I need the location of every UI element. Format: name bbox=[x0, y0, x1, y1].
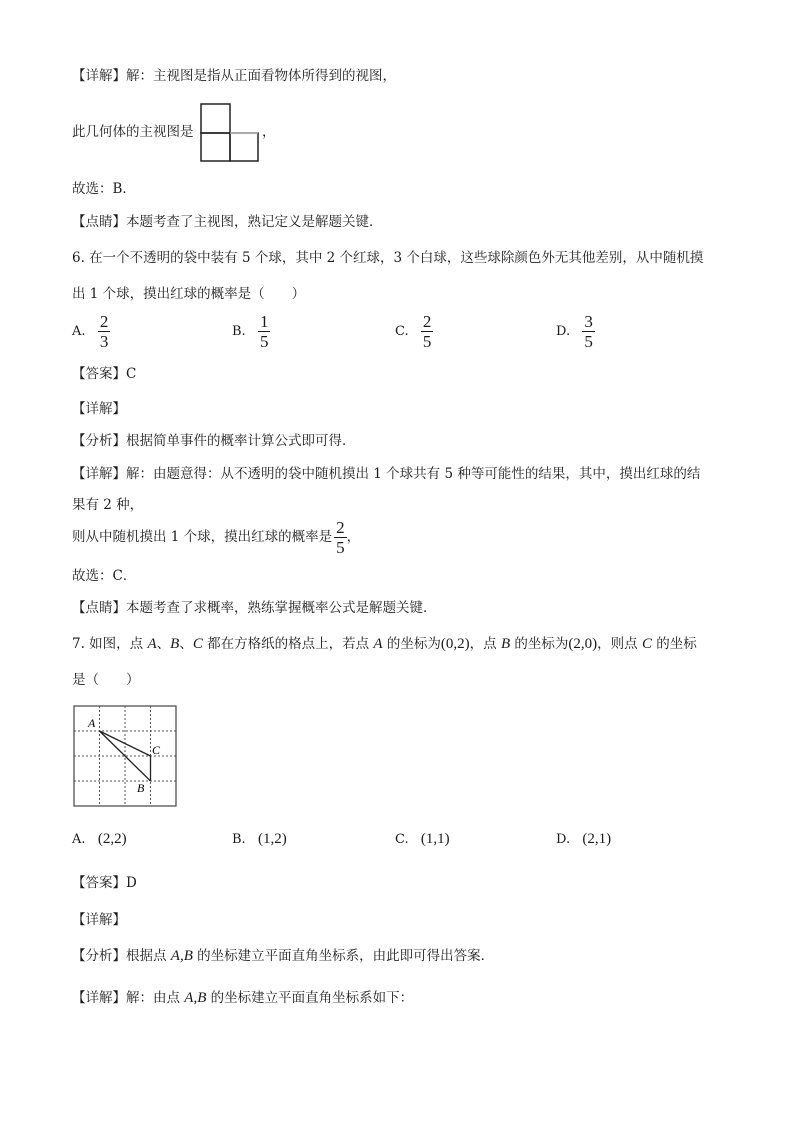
analysis-tag: 【分析】 bbox=[72, 948, 126, 964]
fraction-numerator: 3 bbox=[584, 312, 593, 331]
analysis-text: 根据简单事件的概率计算公式即可得． bbox=[126, 433, 356, 449]
fraction-numerator: 2 bbox=[336, 518, 345, 537]
fraction-denominator: 5 bbox=[259, 332, 269, 351]
front-view-top-square bbox=[201, 104, 230, 133]
detail-text: 解：由点 bbox=[126, 990, 185, 1006]
detail-line3-suffix: ， bbox=[346, 529, 361, 545]
fraction-denominator: 5 bbox=[584, 332, 593, 351]
q6-option-d bbox=[556, 312, 595, 351]
point-a-label: A bbox=[147, 636, 157, 652]
option-value: (2,1) bbox=[582, 831, 612, 847]
q7-option-a bbox=[72, 831, 127, 848]
detail-header: 【详解】 bbox=[72, 912, 126, 928]
q6-detail-header bbox=[72, 399, 126, 419]
q7-option-c bbox=[395, 831, 450, 848]
q7-stem-line2: 是（ ） bbox=[72, 672, 140, 688]
coord-b: (2,0) bbox=[568, 636, 598, 652]
q7-answer-line bbox=[72, 873, 137, 893]
detail-text: 解：由题意得：从不透明的袋中随机摸出 1 个球共有 5 种等可能性的结果，其中，摸出红球的结 bbox=[126, 466, 701, 482]
q6-option-a bbox=[72, 312, 110, 351]
fraction-numerator: 2 bbox=[422, 312, 432, 331]
answer-value: D bbox=[126, 875, 137, 891]
q6-answer-line bbox=[72, 364, 136, 384]
option-fraction bbox=[258, 312, 271, 351]
q7-analysis-line bbox=[72, 946, 494, 966]
option-letter: C. bbox=[395, 324, 409, 339]
front-view-bottom-right-square bbox=[230, 133, 258, 161]
q7-option-d bbox=[556, 831, 611, 848]
option-letter: A. bbox=[72, 324, 86, 339]
stem-text: ，点 bbox=[469, 636, 501, 652]
stem-sep: 、 bbox=[156, 636, 171, 652]
grid-figure bbox=[70, 703, 180, 809]
option-fraction bbox=[98, 312, 111, 351]
option-value: (2,2) bbox=[97, 831, 127, 847]
fraction-numerator: 2 bbox=[99, 312, 109, 331]
front-view-figure bbox=[199, 103, 261, 163]
fraction-denominator: 3 bbox=[99, 332, 109, 351]
comment-text: 本题考查了求概率，熟练掌握概率公式是解题关键． bbox=[126, 600, 437, 616]
comment-tag: 【点睛】 bbox=[72, 600, 126, 616]
stem-sep: 、 bbox=[179, 636, 193, 652]
option-letter: B. bbox=[232, 832, 246, 847]
option-letter: A. bbox=[72, 832, 86, 847]
detail-header: 【详解】 bbox=[72, 401, 126, 417]
q6-stem-line1: 6. 在一个不透明的袋中装有 5 个球，其中 2 个红球，3 个白球，这些球除颜色外无其他差别，从中随机摸 bbox=[72, 250, 704, 266]
stem-text: 都在方格纸的格点上，若点 bbox=[202, 636, 374, 652]
answer-tag: 【答案】 bbox=[72, 875, 126, 891]
option-letter: B. bbox=[232, 324, 246, 339]
q6-analysis-line bbox=[72, 431, 356, 451]
answer-tag: 【答案】 bbox=[72, 366, 126, 382]
answer-line-prefix: 此几何体的主视图是 bbox=[72, 124, 194, 140]
figure-label-b: B bbox=[137, 781, 145, 795]
stem-text: ，则点 bbox=[597, 636, 642, 652]
option-value: (1,2) bbox=[257, 831, 287, 847]
points-ab: A,B bbox=[184, 990, 207, 1006]
stem-text: 的坐标为 bbox=[510, 636, 569, 652]
q5-choose: 故选：B． bbox=[72, 181, 136, 197]
detail-line3-prefix: 则从中随机摸出 1 个球，摸出红球的概率是 bbox=[72, 529, 333, 545]
option-letter: C. bbox=[395, 832, 409, 847]
q6-stem-line2: 出 1 个球，摸出红球的概率是（ ） bbox=[72, 286, 306, 302]
option-letter: D. bbox=[556, 324, 571, 339]
fraction-denominator: 5 bbox=[422, 332, 432, 351]
front-view-bottom-left-square bbox=[201, 133, 230, 161]
q5-answer-line bbox=[72, 122, 194, 142]
point-a-label: A bbox=[373, 636, 383, 652]
q6-detail-line3 bbox=[72, 518, 360, 557]
answer-line-suffix: ， bbox=[262, 124, 276, 140]
q6-detail-line1 bbox=[72, 464, 700, 484]
comment-tag: 【点睛】 bbox=[72, 214, 126, 230]
q6-detail-line2: 果有 2 种， bbox=[72, 497, 144, 513]
q7-option-b bbox=[232, 831, 287, 848]
analysis-text: 的坐标建立平面直角坐标系，由此即可得出答案． bbox=[192, 948, 495, 964]
q6-option-b bbox=[232, 312, 270, 351]
detail-text: 解：主视图是指从正面看物体所得到的视图， bbox=[126, 68, 396, 84]
analysis-text: 根据点 bbox=[126, 948, 171, 964]
detail-tag: 【详解】 bbox=[72, 68, 126, 84]
detail-fraction bbox=[334, 518, 347, 557]
option-fraction bbox=[582, 312, 595, 351]
q6-option-c bbox=[395, 312, 433, 351]
detail-tag: 【详解】 bbox=[72, 990, 126, 1006]
fraction-denominator: 5 bbox=[336, 538, 345, 557]
coord-a: (0,2) bbox=[440, 636, 470, 652]
analysis-tag: 【分析】 bbox=[72, 433, 126, 449]
answer-value: C bbox=[126, 366, 137, 382]
figure-label-c: C bbox=[152, 743, 161, 757]
q7-detail-line bbox=[72, 988, 413, 1008]
q5-comment-line bbox=[72, 212, 383, 232]
points-ab: A,B bbox=[170, 948, 193, 964]
detail-tag: 【详解】 bbox=[72, 466, 126, 482]
point-c-label: C bbox=[641, 636, 652, 652]
point-b-label: B bbox=[170, 636, 180, 652]
option-fraction bbox=[421, 312, 434, 351]
fraction-numerator: 1 bbox=[259, 312, 269, 331]
stem-text: 7. 如图，点 bbox=[72, 636, 148, 652]
stem-text: 的坐标 bbox=[651, 636, 697, 652]
q6-comment-line bbox=[72, 598, 437, 618]
stem-text: 的坐标为 bbox=[382, 636, 441, 652]
q6-choose: 故选：C． bbox=[72, 568, 137, 584]
detail-text: 的坐标建立平面直角坐标系如下： bbox=[206, 990, 414, 1006]
q7-stem-line1 bbox=[72, 634, 697, 654]
comment-text: 本题考查了主视图，熟记定义是解题关键． bbox=[126, 214, 383, 230]
q5-detail-line bbox=[72, 66, 396, 86]
figure-label-a: A bbox=[88, 716, 96, 730]
q7-detail-header bbox=[72, 910, 126, 930]
option-value: (1,1) bbox=[420, 831, 450, 847]
point-c-label: C bbox=[192, 636, 203, 652]
option-letter: D. bbox=[556, 832, 571, 847]
point-b-label: B bbox=[500, 636, 511, 652]
